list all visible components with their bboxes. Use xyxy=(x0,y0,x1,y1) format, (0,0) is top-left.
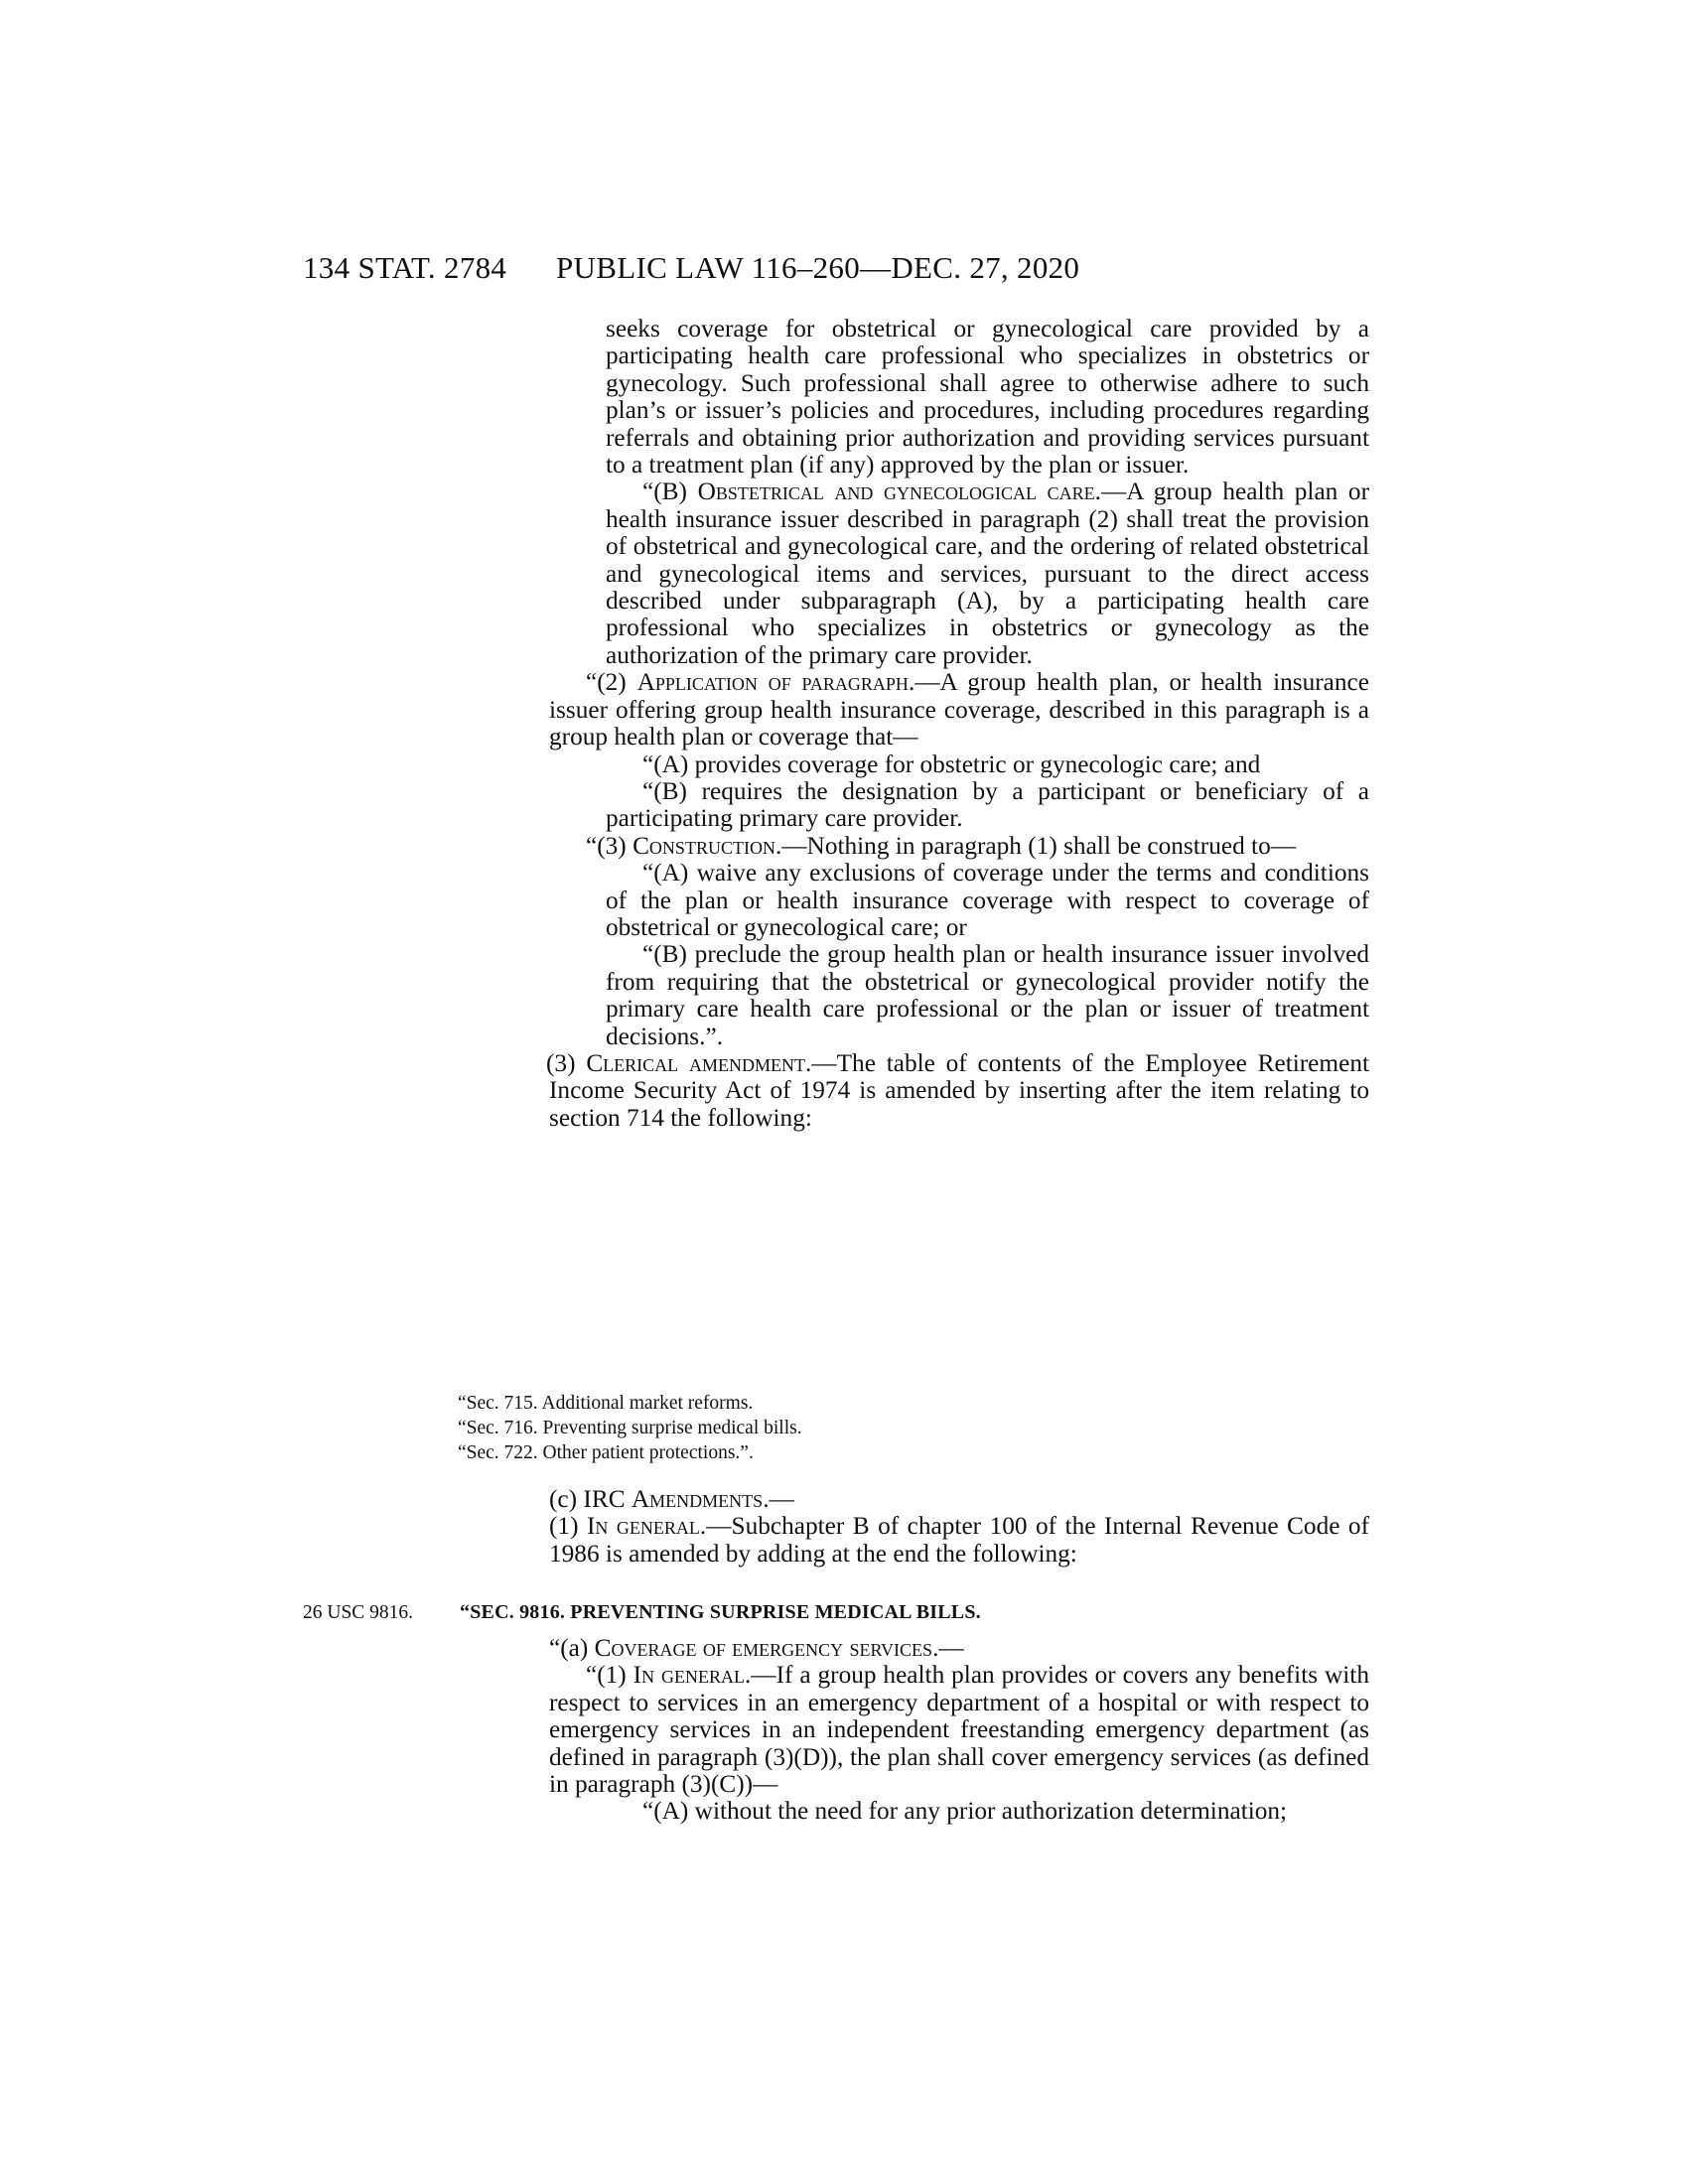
enum-c: (c) IRC xyxy=(549,1485,632,1513)
heading-in-general: In general xyxy=(633,1661,745,1690)
section-heading: “SEC. 9816. PREVENTING SURPRISE MEDICAL BILLS. xyxy=(460,1601,981,1623)
page-stat-citation: 134 STAT. 2784 xyxy=(303,250,507,285)
irc-amendments-block xyxy=(549,1486,1369,1568)
enum-a: “(a) xyxy=(549,1634,595,1662)
text-application: .—A group health plan, or health insurance issuer offering group health insurance coverage, described in this paragraph is a group health plan or coverage that— xyxy=(549,668,1370,751)
text-construction: .—Nothing in paragraph (1) shall be construed to— xyxy=(774,831,1297,860)
paragraph-3-construction xyxy=(549,833,1369,860)
heading-construction: Construction xyxy=(633,831,775,860)
dash: .— xyxy=(932,1634,964,1662)
enum-2: “(2) xyxy=(586,668,637,697)
subsection-a-heading xyxy=(549,1635,1369,1662)
table-of-contents-insert xyxy=(458,1391,802,1465)
paragraph-clerical xyxy=(546,1048,1369,1132)
enum-clerical: (3) xyxy=(546,1048,587,1077)
paragraph-continuation: seeks coverage for obstetrical or gynecological care provided by a participating health care professional who specializes in obstetrics or gynecology. Such professional shall agree to otherwise adhere to such plan’s or issuer’s policies and procedures, including procedures regarding referrals and obtaining prior authorization and providing services pursuant to a treatment plan (if any) approved by the plan or issuer. xyxy=(606,315,1369,479)
paragraph-2b: “(B) requires the designation by a participant or beneficiary of a participating primary care provider. xyxy=(606,776,1369,833)
heading-coverage: Coverage of emergency services xyxy=(594,1634,933,1662)
paragraph-b-obstetrical xyxy=(549,478,1369,669)
heading-clerical: Clerical amendment xyxy=(586,1048,805,1077)
enum-c1: (1) xyxy=(549,1512,587,1541)
subsection-c-heading xyxy=(549,1486,1369,1513)
text-obstetrical: .—A group health plan or health insurance issuer described in paragraph (2) shall treat the provision of obstetrical and gynecological care, and the ordering of related obstetrical and gynecological items and services, pursuant to the direct access described under subparagraph (A), by a participating health care professional who specializes in obstetrics or gynecology as the authorization of the primary care provider. xyxy=(606,478,1370,669)
section-9816-text xyxy=(549,1635,1369,1826)
paragraph-3b: “(B) preclude the group health plan or health insurance issuer involved from requiring that the obstetrical or gynecological provider notify the primary care health care professional or the plan or issuer of treatment decisions.”. xyxy=(606,940,1369,1050)
paragraph-2-application xyxy=(549,669,1369,751)
text-c1: .—Subchapter B of chapter 100 of the Internal Revenue Code of 1986 is amended by adding at the end the following: xyxy=(549,1512,1369,1568)
heading-irc: Amendments xyxy=(631,1485,764,1513)
paragraph-3a: “(A) waive any exclusions of coverage under the terms and conditions of the plan or health insurance coverage with respect to coverage of obstetrical or gynecological care; or xyxy=(606,859,1369,941)
heading-in-general: In general xyxy=(586,1512,700,1541)
main-text-block xyxy=(546,315,1370,1132)
toc-item: “Sec. 722. Other patient protections.”. xyxy=(458,1442,754,1463)
paragraph-c1 xyxy=(549,1513,1369,1568)
enum-b: “(B) xyxy=(642,478,698,506)
enum-3: “(3) xyxy=(586,831,633,860)
margin-citation: 26 USC 9816. xyxy=(303,1602,414,1623)
heading-obstetrical: Obstetrical and gynecological care xyxy=(697,478,1095,506)
enum-a1: “(1) xyxy=(586,1661,633,1690)
paragraph-a1 xyxy=(549,1662,1369,1798)
running-header: PUBLIC LAW 116–260—DEC. 27, 2020 xyxy=(556,250,1080,285)
paragraph-a1a: “(A) without the need for any prior authorization determination; xyxy=(642,1797,1288,1826)
heading-application: Application of paragraph xyxy=(636,668,909,697)
text-clerical: .—The table of contents of the Employee Retirement Income Security Act of 1974 is amended by inserting after the item relating to section 714 the following: xyxy=(549,1048,1369,1132)
paragraph-2a: “(A) provides coverage for obstetric or gynecologic care; and xyxy=(642,750,1261,778)
text-a1: .—If a group health plan provides or covers any benefits with respect to services in an emergency department of a hospital or with respect to emergency services in an independent freestanding emergency department (as defined in paragraph (3)(D)), the plan shall cover emergency services (as defined in paragraph (3)(C))— xyxy=(549,1661,1369,1799)
toc-item: “Sec. 716. Preventing surprise medical bills. xyxy=(458,1418,802,1438)
dash: .— xyxy=(763,1485,794,1513)
toc-item: “Sec. 715. Additional market reforms. xyxy=(458,1393,754,1414)
